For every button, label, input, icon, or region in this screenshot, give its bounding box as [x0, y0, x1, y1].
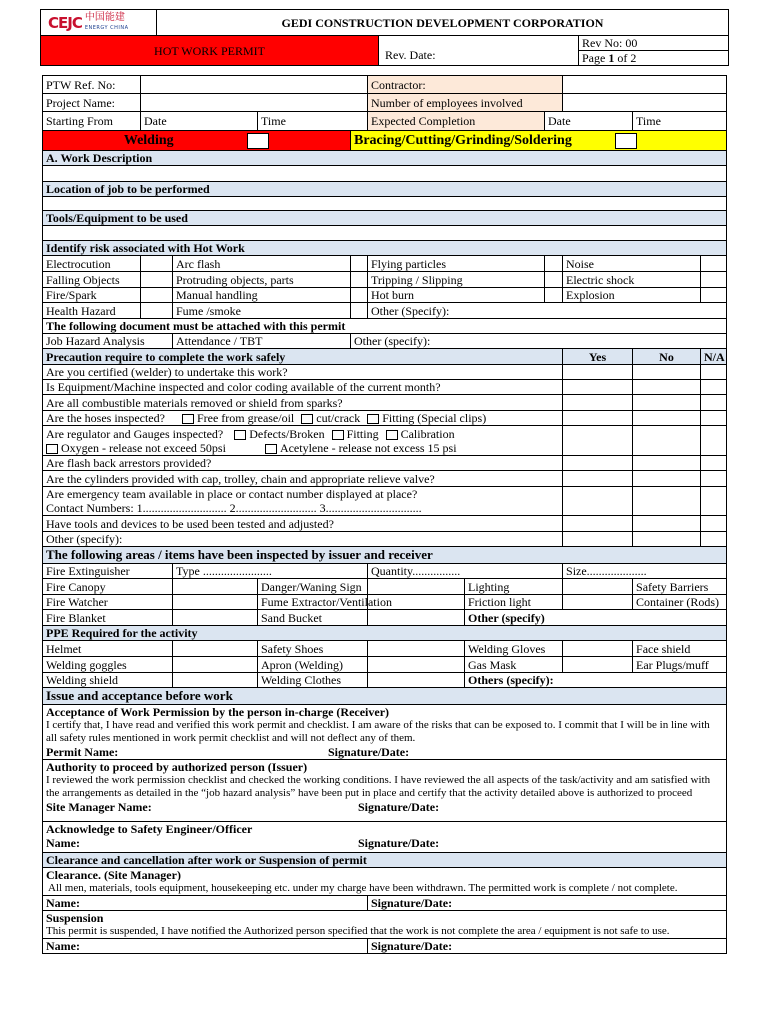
risk-item: Noise — [563, 256, 701, 272]
precaution-q2: Is Equipment/Machine inspected and color coding available of the current month? — [43, 380, 563, 395]
answer-na[interactable] — [701, 471, 727, 487]
risk-check[interactable] — [701, 272, 727, 288]
precaution-q4-text: Are the hoses inspected? — [46, 411, 165, 425]
authority-title: Authority to proceed by authorized person (Issuer) — [46, 760, 308, 774]
inspect-item: Friction light — [465, 595, 563, 610]
no-column-header: No — [633, 349, 701, 365]
answer-no[interactable] — [633, 395, 701, 411]
checkbox[interactable] — [386, 430, 398, 440]
acceptance-title: Acceptance of Work Permission by the person in-charge (Receiver) — [46, 705, 390, 719]
issue-header: Issue and acceptance before work — [43, 688, 727, 705]
yes-column-header: Yes — [563, 349, 633, 365]
risk-check[interactable] — [141, 256, 173, 272]
bracing-option[interactable] — [351, 131, 727, 151]
clearance-header: Clearance and cancellation after work or Suspension of permit — [43, 853, 727, 868]
inspect-item: Lighting — [465, 579, 563, 595]
risk-check[interactable] — [141, 303, 173, 319]
answer-no[interactable] — [633, 411, 701, 426]
risk-item: Flying particles — [368, 256, 545, 272]
permit-name-label[interactable]: Permit Name: — [46, 745, 119, 759]
risk-check[interactable] — [141, 288, 173, 303]
ppe-check[interactable] — [368, 673, 465, 688]
checkbox[interactable] — [301, 414, 313, 424]
suspension-block — [43, 911, 727, 939]
welding-checkbox[interactable] — [247, 133, 269, 149]
inspect-item: Fire Extinguisher — [43, 564, 173, 579]
receiver-signature-label[interactable]: Signature/Date: — [328, 745, 410, 759]
checkbox[interactable] — [332, 430, 344, 440]
q5-option: Defects/Broken — [249, 426, 325, 441]
inspect-item: Fire Canopy — [43, 579, 173, 595]
answer-no[interactable] — [633, 516, 701, 532]
ppe-item: Welding shield — [43, 673, 173, 688]
inspect-other-specify[interactable]: Other (specify) — [465, 610, 727, 626]
doc-jha[interactable]: Job Hazard Analysis — [43, 334, 173, 349]
start-time-field[interactable] — [258, 112, 368, 131]
na-column-header: N/A — [701, 349, 727, 365]
num-employees-label: Number of employees involved — [368, 94, 563, 112]
checkbox[interactable] — [234, 430, 246, 440]
precaution-q3: Are all combustible materials removed or shield from sparks? — [43, 395, 563, 411]
inspect-check[interactable] — [173, 610, 258, 626]
risk-check[interactable] — [545, 272, 563, 288]
answer-na[interactable] — [701, 395, 727, 411]
logo-mark: CEJC — [48, 13, 82, 32]
inspected-header: The following areas / items have been inspected by issuer and receiver — [43, 547, 727, 564]
inspect-item: Container (Rods) — [633, 595, 727, 610]
logo-chinese: 中国能建 — [84, 11, 125, 23]
acknowledge-block — [43, 822, 727, 853]
risk-item: Explosion — [563, 288, 701, 303]
ppe-header: PPE Required for the activity — [43, 626, 727, 641]
start-date-field[interactable] — [141, 112, 258, 131]
rev-no: Rev No: 00 — [579, 36, 729, 51]
project-name-label: Project Name: — [43, 94, 141, 112]
answer-no[interactable] — [633, 456, 701, 471]
tools-header: Tools/Equipment to be used — [43, 211, 727, 226]
risk-check[interactable] — [351, 288, 368, 303]
start-date-label: Date — [144, 114, 167, 128]
answer-na[interactable] — [701, 411, 727, 426]
authority-block — [43, 760, 727, 822]
extinguisher-quantity[interactable]: Quantity................ — [368, 564, 563, 579]
bracing-label: Bracing/Cutting/Grinding/Soldering — [354, 132, 572, 148]
answer-no[interactable] — [633, 487, 701, 516]
answer-yes[interactable] — [563, 532, 633, 547]
officer-name-label[interactable]: Name: — [46, 836, 80, 850]
ppe-others-specify[interactable]: Others (specify): — [465, 673, 727, 688]
authority-text: I reviewed the work permission checklist and checked the working conditions. I have reviewed the all aspects of the task/activity and am satisfied with the arrangements as detailed in the “job hazard analysis” have been put in place and certify that the activity detailed above is authorized to proceed — [46, 774, 711, 799]
ptw-ref-label: PTW Ref. No: — [43, 76, 141, 94]
ppe-check[interactable] — [173, 657, 258, 673]
precaution-other[interactable]: Other (specify): — [43, 532, 563, 547]
answer-na[interactable] — [701, 365, 727, 380]
answer-no[interactable] — [633, 471, 701, 487]
answer-yes[interactable] — [563, 395, 633, 411]
precaution-q6: Are flash back arrestors provided? — [43, 456, 563, 471]
company-name: GEDI CONSTRUCTION DEVELOPMENT CORPORATION — [157, 10, 729, 36]
ppe-item: Helmet — [43, 641, 173, 657]
ppe-check[interactable] — [368, 657, 465, 673]
risk-check[interactable] — [351, 272, 368, 288]
q4-option: cut/crack — [316, 411, 361, 425]
answer-no[interactable] — [633, 365, 701, 380]
answer-no[interactable] — [633, 380, 701, 395]
ppe-check[interactable] — [563, 641, 633, 657]
answer-yes[interactable] — [563, 380, 633, 395]
inspect-check[interactable] — [563, 579, 633, 595]
risk-item: Electric shock — [563, 272, 701, 288]
precaution-q4 — [43, 411, 563, 426]
work-description-field[interactable] — [43, 166, 727, 182]
inspect-item: Danger/Waning Sign — [258, 579, 368, 595]
risk-item: Arc flash — [173, 256, 351, 272]
inspect-item: Sand Bucket — [258, 610, 368, 626]
extinguisher-type[interactable]: Type ....................... — [173, 564, 368, 579]
checkbox[interactable] — [46, 444, 58, 454]
risk-check[interactable] — [351, 303, 368, 319]
contractor-field[interactable] — [563, 76, 727, 94]
welding-option[interactable] — [43, 131, 351, 151]
acceptance-text: I certify that, I have read and verified this work permit and checklist. I am aware of the risks that can be exposed to. I commit that I will be in line with all safety rules mentioned in work permit checklist and will not deflect any of them. — [46, 719, 710, 744]
q5-option: Calibration — [400, 426, 455, 441]
precaution-q7: Are the cylinders provided with cap, trolley, chain and appropriate relieve valve? — [43, 471, 563, 487]
precaution-header: Precaution require to complete the work safely — [43, 349, 563, 365]
inspect-check[interactable] — [368, 610, 465, 626]
inspect-check[interactable] — [173, 579, 258, 595]
answer-na[interactable] — [701, 532, 727, 547]
risk-item: Fire/Spark — [43, 288, 141, 303]
ppe-item: Ear Plugs/muff — [633, 657, 727, 673]
answer-na[interactable] — [701, 426, 727, 456]
answer-yes[interactable] — [563, 426, 633, 456]
ppe-item: Safety Shoes — [258, 641, 368, 657]
ppe-item: Face shield — [633, 641, 727, 657]
permit-title: HOT WORK PERMIT — [41, 36, 379, 66]
answer-yes[interactable] — [563, 365, 633, 380]
answer-yes[interactable] — [563, 516, 633, 532]
clearance-block — [43, 868, 727, 896]
risk-item: Falling Objects — [43, 272, 141, 288]
extinguisher-size[interactable]: Size.................... — [563, 564, 727, 579]
contact-numbers[interactable]: Contact Numbers: 1............................ 2........................... 3................................ — [46, 501, 422, 515]
answer-na[interactable] — [701, 456, 727, 471]
answer-na[interactable] — [701, 487, 727, 516]
inspect-check[interactable] — [368, 579, 465, 595]
risk-check[interactable] — [141, 272, 173, 288]
precaution-q1: Are you certified (welder) to undertake this work? — [43, 365, 563, 380]
risk-item: Manual handling — [173, 288, 351, 303]
answer-na[interactable] — [701, 516, 727, 532]
doc-other[interactable]: Other (specify): — [351, 334, 727, 349]
acceptance-block — [43, 705, 727, 760]
precaution-q5 — [43, 426, 563, 456]
checkbox[interactable] — [265, 444, 277, 454]
suspension-signature-label[interactable]: Signature/Date: — [368, 939, 727, 954]
risk-check[interactable] — [545, 288, 563, 303]
risk-header: Identify risk associated with Hot Work — [43, 241, 727, 256]
project-name-field[interactable] — [141, 94, 368, 112]
permit-form — [42, 75, 727, 954]
risk-item: Protruding objects, parts — [173, 272, 351, 288]
risk-item: Tripping / Slipping — [368, 272, 545, 288]
rev-date: Rev. Date: — [385, 48, 436, 62]
inspect-item: Fire Blanket — [43, 610, 173, 626]
page-indicator: Page 1 of 2 — [579, 51, 729, 66]
ppe-check[interactable] — [368, 641, 465, 657]
risk-item: Electrocution — [43, 256, 141, 272]
bracing-checkbox[interactable] — [615, 133, 637, 149]
end-time-field[interactable] — [633, 112, 727, 131]
ppe-check[interactable] — [173, 673, 258, 688]
clearance-signature-label[interactable]: Signature/Date: — [368, 896, 727, 911]
doc-attendance[interactable]: Attendance / TBT — [173, 334, 351, 349]
welding-label: Welding — [123, 132, 174, 148]
q5-option: Acetylene - release not excess 15 psi — [279, 440, 457, 455]
location-field[interactable] — [43, 197, 727, 211]
officer-signature-label[interactable]: Signature/Date: — [358, 836, 440, 850]
risk-item: Hot burn — [368, 288, 545, 303]
inspect-item: Safety Barriers — [633, 579, 727, 595]
answer-yes[interactable] — [563, 471, 633, 487]
inspect-item: Fume Extractor/Ventilation — [258, 595, 368, 610]
ppe-item: Welding Clothes — [258, 673, 368, 688]
inspect-item: Fire Watcher — [43, 595, 173, 610]
risk-check[interactable] — [701, 288, 727, 303]
answer-yes[interactable] — [563, 487, 633, 516]
documents-header: The following document must be attached with this permit — [43, 319, 727, 334]
ppe-item: Apron (Welding) — [258, 657, 368, 673]
clearance-name-label[interactable]: Name: — [43, 896, 368, 911]
precaution-q5-text: Are regulator and Gauges inspected? — [46, 426, 224, 441]
clearance-text: All men, materials, tools equipment, housekeeping etc. under my charge have been withdrawn. The permitted work is complete / not complete. — [48, 882, 678, 894]
q5-option: Fitting — [346, 426, 379, 441]
answer-yes[interactable] — [563, 456, 633, 471]
risk-check[interactable] — [545, 256, 563, 272]
acknowledge-title: Acknowledge to Safety Engineer/Officer — [46, 822, 253, 836]
num-employees-field[interactable] — [563, 94, 727, 112]
work-description-header: A. Work Description — [43, 151, 727, 166]
q4-option: Fitting (Special clips) — [382, 411, 487, 425]
starting-from-label: Starting From — [43, 112, 141, 131]
tools-field[interactable] — [43, 226, 727, 241]
site-manager-name-label[interactable]: Site Manager Name: — [46, 800, 152, 814]
contractor-label: Contractor: — [368, 76, 563, 94]
end-time-label: Time — [636, 114, 661, 128]
inspect-check[interactable] — [173, 595, 258, 610]
logo-english: ENERGY CHINA — [84, 24, 129, 31]
ppe-item: Welding goggles — [43, 657, 173, 673]
precaution-q8-text: Are emergency team available in place or contact number displayed at place? — [46, 487, 418, 501]
suspension-text: This permit is suspended, I have notified the Authorized person specified that the work is not complete the area / equipment is not safe to use. — [46, 925, 670, 937]
issuer-signature-label[interactable]: Signature/Date: — [358, 800, 440, 814]
end-date-field[interactable] — [545, 112, 633, 131]
risk-check[interactable] — [701, 256, 727, 272]
suspension-title: Suspension — [46, 911, 104, 925]
answer-na[interactable] — [701, 380, 727, 395]
inspect-check[interactable] — [563, 595, 633, 610]
ppe-check[interactable] — [173, 641, 258, 657]
ppe-check[interactable] — [563, 657, 633, 673]
precaution-q9: Have tools and devices to be used been tested and adjusted? — [43, 516, 563, 532]
q5-option: Oxygen - release not exceed 50psi — [61, 440, 226, 455]
suspension-name-label[interactable]: Name: — [43, 939, 368, 954]
ptw-ref-field[interactable] — [141, 76, 368, 94]
answer-no[interactable] — [633, 426, 701, 456]
expected-completion-label: Expected Completion — [368, 112, 545, 131]
checkbox[interactable] — [182, 414, 194, 424]
logo — [41, 10, 157, 36]
ppe-item: Welding Gloves — [465, 641, 563, 657]
checkbox[interactable] — [367, 414, 379, 424]
precaution-q8 — [43, 487, 563, 516]
risk-check[interactable] — [351, 256, 368, 272]
risk-item: Fume /smoke — [173, 303, 351, 319]
answer-no[interactable] — [633, 532, 701, 547]
end-date-label: Date — [548, 114, 571, 128]
location-header: Location of job to be performed — [43, 182, 727, 197]
q4-option: Free from grease/oil — [196, 411, 295, 425]
risk-other-specify[interactable]: Other (Specify): — [368, 303, 727, 319]
answer-yes[interactable] — [563, 411, 633, 426]
ppe-item: Gas Mask — [465, 657, 563, 673]
risk-item: Health Hazard — [43, 303, 141, 319]
start-time-label: Time — [261, 114, 286, 128]
clearance-title: Clearance. (Site Manager) — [46, 868, 181, 882]
